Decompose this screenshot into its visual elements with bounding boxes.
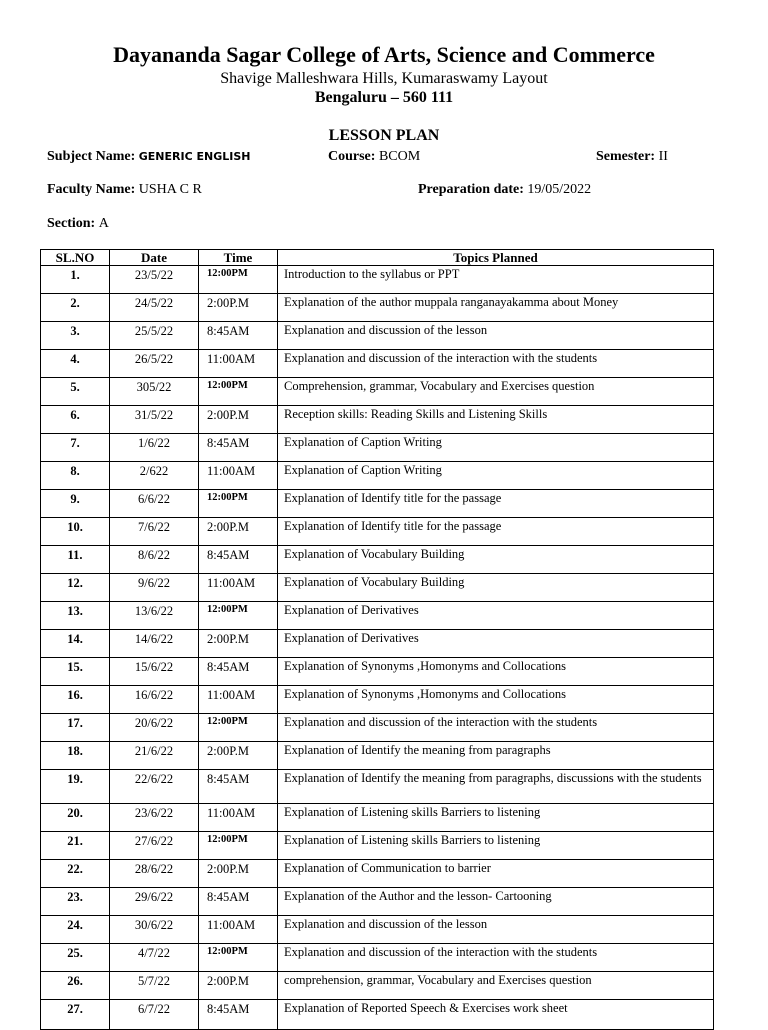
faculty-value: USHA C R xyxy=(138,182,202,197)
table-row xyxy=(41,434,714,462)
table-row xyxy=(41,322,714,350)
cell-date: 4/7/22 xyxy=(110,944,199,972)
cell-topic: Comprehension, grammar, Vocabulary and Exercises question xyxy=(278,378,714,406)
semester-field xyxy=(596,149,668,165)
cell-date: 29/6/22 xyxy=(110,888,199,916)
cell-date: 7/6/22 xyxy=(110,518,199,546)
cell-sl-no: 14. xyxy=(41,630,110,658)
cell-time: 8:45AM xyxy=(199,322,278,350)
cell-sl-no: 11. xyxy=(41,546,110,574)
cell-topic: Explanation of the author muppala ranganayakamma about Money xyxy=(278,294,714,322)
college-address: Shavige Malleshwara Hills, Kumaraswamy Layout xyxy=(220,70,548,87)
cell-time: 2:00P.M xyxy=(199,742,278,770)
cell-topic: Explanation and discussion of the lesson xyxy=(278,322,714,350)
course-value: BCOM xyxy=(378,149,421,164)
faculty-label: Faculty Name: xyxy=(47,182,136,197)
cell-date: 25/5/22 xyxy=(110,322,199,350)
cell-time: 8:45AM xyxy=(199,770,278,804)
table-row xyxy=(41,574,714,602)
cell-time: 2:00P.M xyxy=(199,518,278,546)
cell-date: 20/6/22 xyxy=(110,714,199,742)
cell-topic: comprehension, grammar, Vocabulary and Exercises question xyxy=(278,972,714,1000)
cell-time: 2:00P.M xyxy=(199,406,278,434)
cell-sl-no: 15. xyxy=(41,658,110,686)
cell-sl-no: 2. xyxy=(41,294,110,322)
cell-date: 21/6/22 xyxy=(110,742,199,770)
cell-topic: Explanation of Identify the meaning from paragraphs xyxy=(278,742,714,770)
cell-topic: Reception skills: Reading Skills and Listening Skills xyxy=(278,406,714,434)
cell-time: 8:45AM xyxy=(199,434,278,462)
cell-topic: Explanation of Listening skills Barriers to listening xyxy=(278,832,714,860)
table-row xyxy=(41,490,714,518)
cell-sl-no: 22. xyxy=(41,860,110,888)
course-field xyxy=(328,149,420,165)
table-row xyxy=(41,602,714,630)
cell-topic: Introduction to the syllabus or PPT xyxy=(278,266,714,294)
cell-time: 2:00P.M xyxy=(199,630,278,658)
cell-time: 12:00PM xyxy=(199,832,278,860)
cell-sl-no: 9. xyxy=(41,490,110,518)
cell-sl-no: 12. xyxy=(41,574,110,602)
cell-date: 16/6/22 xyxy=(110,686,199,714)
cell-topic: Explanation of Synonyms ,Homonyms and Collocations xyxy=(278,686,714,714)
table-row xyxy=(41,518,714,546)
cell-topic: Explanation of the Author and the lesson- Cartooning xyxy=(278,888,714,916)
cell-sl-no: 17. xyxy=(41,714,110,742)
section-field xyxy=(47,216,109,232)
college-city: Bengaluru – 560 111 xyxy=(314,89,454,106)
subject-field xyxy=(47,149,250,165)
cell-topic: Explanation of Identify title for the passage xyxy=(278,518,714,546)
table-header-row xyxy=(41,250,714,266)
cell-sl-no: 23. xyxy=(41,888,110,916)
cell-date: 31/5/22 xyxy=(110,406,199,434)
cell-date: 15/6/22 xyxy=(110,658,199,686)
cell-time: 11:00AM xyxy=(199,462,278,490)
preparation-date-value: 19/05/2022 xyxy=(527,182,592,197)
cell-date: 27/6/22 xyxy=(110,832,199,860)
semester-label: Semester: xyxy=(596,149,656,164)
cell-topic: Explanation of Identify the meaning from paragraphs, discussions with the students xyxy=(278,770,714,804)
cell-date: 26/5/22 xyxy=(110,350,199,378)
cell-topic: Explanation and discussion of the interaction with the students xyxy=(278,350,714,378)
cell-topic: Explanation and discussion of the interaction with the students xyxy=(278,714,714,742)
cell-date: 9/6/22 xyxy=(110,574,199,602)
header-date: Date xyxy=(110,250,199,266)
preparation-date-field xyxy=(418,182,591,198)
table-row xyxy=(41,972,714,1000)
cell-date: 5/7/22 xyxy=(110,972,199,1000)
college-name: Dayananda Sagar College of Arts, Science and Commerce xyxy=(113,42,655,67)
cell-sl-no: 24. xyxy=(41,916,110,944)
cell-date: 24/5/22 xyxy=(110,294,199,322)
cell-time: 11:00AM xyxy=(199,686,278,714)
table-row xyxy=(41,1000,714,1030)
cell-topic: Explanation of Caption Writing xyxy=(278,434,714,462)
cell-time: 11:00AM xyxy=(199,916,278,944)
cell-date: 13/6/22 xyxy=(110,602,199,630)
table-row xyxy=(41,378,714,406)
document-title: LESSON PLAN xyxy=(328,127,440,144)
cell-topic: Explanation and discussion of the lesson xyxy=(278,916,714,944)
cell-topic: Explanation of Caption Writing xyxy=(278,462,714,490)
cell-date: 23/6/22 xyxy=(110,804,199,832)
table-row xyxy=(41,350,714,378)
header-time: Time xyxy=(199,250,278,266)
cell-date: 14/6/22 xyxy=(110,630,199,658)
cell-topic: Explanation of Derivatives xyxy=(278,602,714,630)
cell-date: 28/6/22 xyxy=(110,860,199,888)
cell-topic: Explanation of Vocabulary Building xyxy=(278,574,714,602)
cell-sl-no: 21. xyxy=(41,832,110,860)
cell-topic: Explanation of Vocabulary Building xyxy=(278,546,714,574)
cell-topic: Explanation of Identify title for the passage xyxy=(278,490,714,518)
cell-time: 11:00AM xyxy=(199,804,278,832)
cell-date: 6/7/22 xyxy=(110,1000,199,1030)
cell-time: 8:45AM xyxy=(199,546,278,574)
cell-time: 12:00PM xyxy=(199,266,278,294)
cell-time: 12:00PM xyxy=(199,944,278,972)
cell-time: 12:00PM xyxy=(199,714,278,742)
cell-sl-no: 7. xyxy=(41,434,110,462)
section-value: A xyxy=(98,216,109,231)
cell-topic: Explanation of Communication to barrier xyxy=(278,860,714,888)
preparation-date-label: Preparation date: xyxy=(418,182,524,197)
cell-sl-no: 16. xyxy=(41,686,110,714)
cell-date: 1/6/22 xyxy=(110,434,199,462)
table-row xyxy=(41,742,714,770)
cell-sl-no: 10. xyxy=(41,518,110,546)
table-row xyxy=(41,462,714,490)
cell-sl-no: 26. xyxy=(41,972,110,1000)
cell-sl-no: 5. xyxy=(41,378,110,406)
cell-time: 2:00P.M xyxy=(199,294,278,322)
subject-value: GENERIC ENGLISH xyxy=(138,150,251,163)
cell-sl-no: 8. xyxy=(41,462,110,490)
table-row xyxy=(41,832,714,860)
cell-date: 30/6/22 xyxy=(110,916,199,944)
table-row xyxy=(41,406,714,434)
cell-time: 2:00P.M xyxy=(199,860,278,888)
cell-date: 305/22 xyxy=(110,378,199,406)
table-row xyxy=(41,888,714,916)
faculty-field xyxy=(47,182,202,198)
cell-topic: Explanation of Synonyms ,Homonyms and Collocations xyxy=(278,658,714,686)
cell-topic: Explanation of Reported Speech & Exercises work sheet xyxy=(278,1000,714,1030)
semester-value: II xyxy=(658,149,668,164)
cell-date: 23/5/22 xyxy=(110,266,199,294)
cell-sl-no: 25. xyxy=(41,944,110,972)
cell-time: 12:00PM xyxy=(199,378,278,406)
header-sl-no: SL.NO xyxy=(41,250,110,266)
section-label: Section: xyxy=(47,216,96,231)
table-row xyxy=(41,630,714,658)
cell-sl-no: 19. xyxy=(41,770,110,804)
cell-sl-no: 6. xyxy=(41,406,110,434)
table-row xyxy=(41,686,714,714)
lesson-plan-table xyxy=(40,249,714,1030)
cell-time: 8:45AM xyxy=(199,1000,278,1030)
table-row xyxy=(41,944,714,972)
table-row xyxy=(41,546,714,574)
cell-sl-no: 18. xyxy=(41,742,110,770)
cell-date: 8/6/22 xyxy=(110,546,199,574)
cell-time: 2:00P.M xyxy=(199,972,278,1000)
table-row xyxy=(41,658,714,686)
cell-sl-no: 1. xyxy=(41,266,110,294)
table-row xyxy=(41,294,714,322)
cell-sl-no: 20. xyxy=(41,804,110,832)
cell-sl-no: 27. xyxy=(41,1000,110,1030)
table-row xyxy=(41,860,714,888)
cell-topic: Explanation of Derivatives xyxy=(278,630,714,658)
cell-topic: Explanation and discussion of the interaction with the students xyxy=(278,944,714,972)
subject-label: Subject Name: xyxy=(47,149,136,164)
cell-date: 2/622 xyxy=(110,462,199,490)
cell-date: 6/6/22 xyxy=(110,490,199,518)
cell-time: 11:00AM xyxy=(199,350,278,378)
cell-time: 12:00PM xyxy=(199,490,278,518)
cell-time: 11:00AM xyxy=(199,574,278,602)
cell-date: 22/6/22 xyxy=(110,770,199,804)
table-row xyxy=(41,804,714,832)
table-row xyxy=(41,714,714,742)
cell-topic: Explanation of Listening skills Barriers to listening xyxy=(278,804,714,832)
cell-time: 8:45AM xyxy=(199,888,278,916)
course-label: Course: xyxy=(328,149,376,164)
cell-time: 12:00PM xyxy=(199,602,278,630)
cell-sl-no: 13. xyxy=(41,602,110,630)
cell-sl-no: 3. xyxy=(41,322,110,350)
header-topics: Topics Planned xyxy=(278,250,714,266)
cell-sl-no: 4. xyxy=(41,350,110,378)
table-row xyxy=(41,266,714,294)
cell-time: 8:45AM xyxy=(199,658,278,686)
table-row xyxy=(41,770,714,804)
table-row xyxy=(41,916,714,944)
